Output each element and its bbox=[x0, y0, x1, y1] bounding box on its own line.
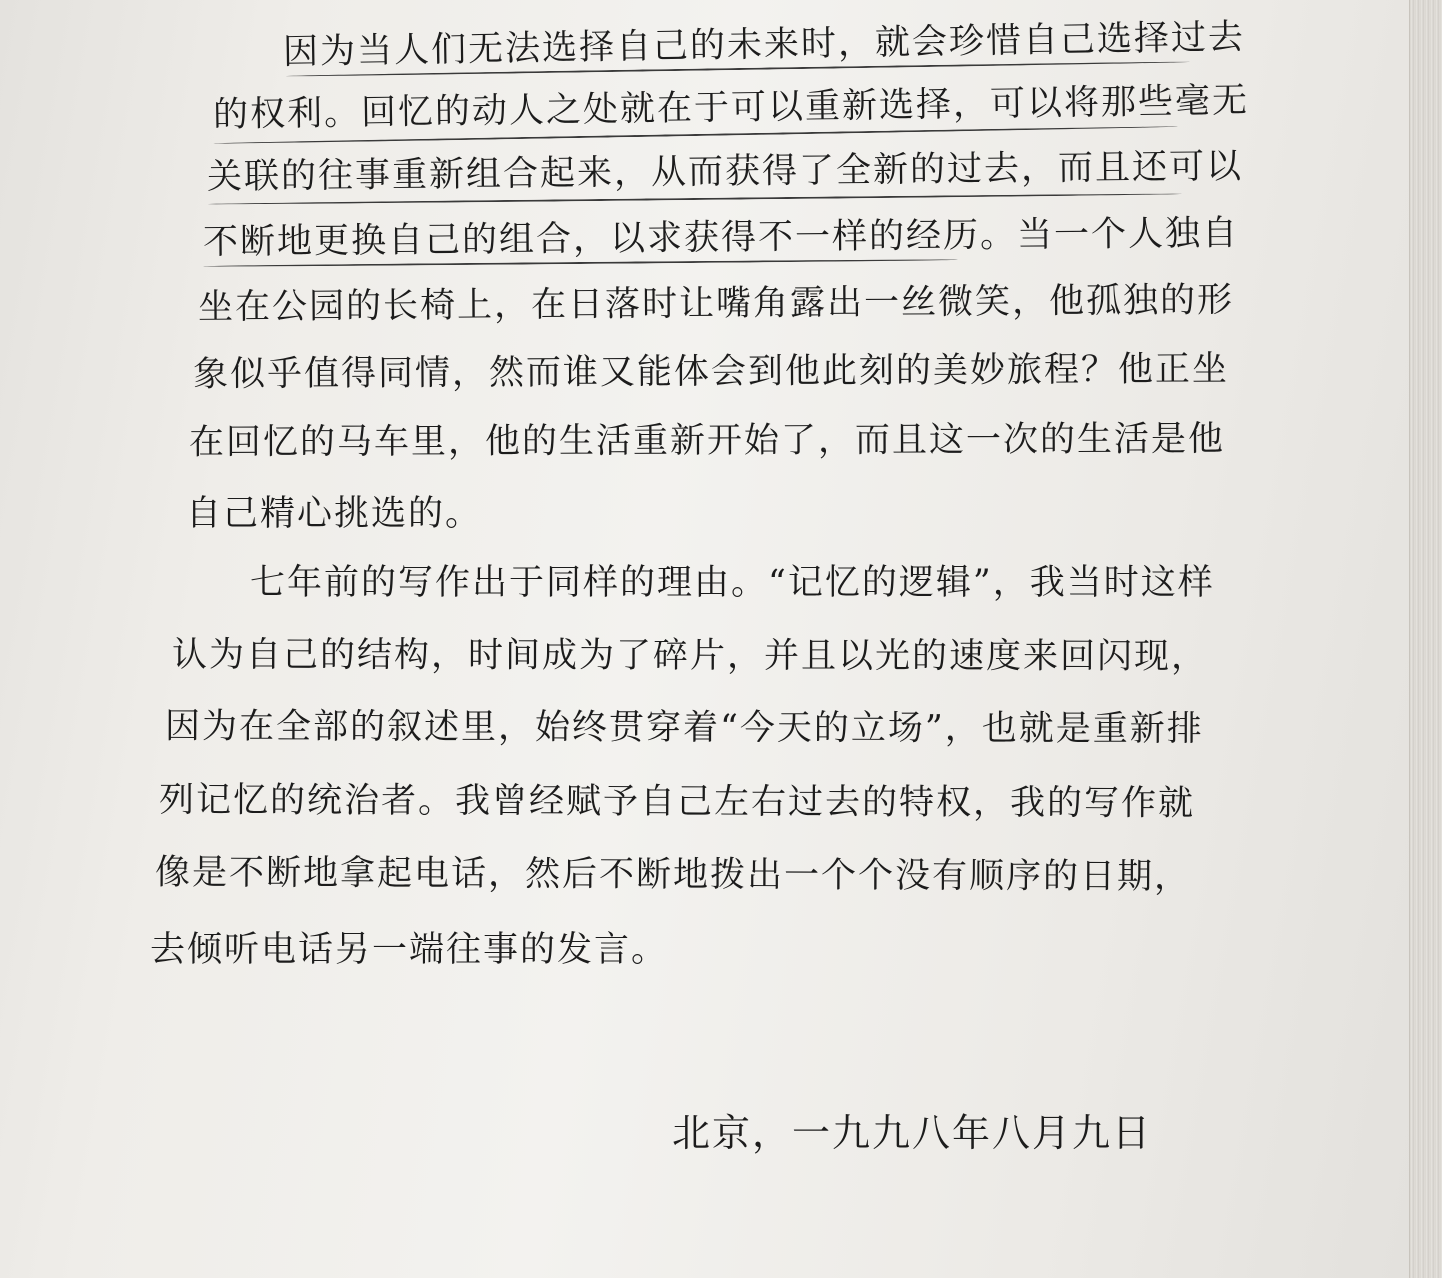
paragraph-1-line-1: 因为当人们无法选择自己的未来时，就会珍惜自己选择过去 bbox=[282, 17, 1246, 73]
paragraph-2-line-6: 去倾听电话另一端往事的发言。 bbox=[150, 930, 669, 970]
paragraph-2-line-1: 七年前的写作出于同样的理由。“记忆的逻辑”，我当时这样 bbox=[250, 563, 1215, 603]
book-page-edge bbox=[1409, 0, 1442, 1278]
paragraph-1-line-4: 不断地更换自己的组合，以求获得不一样的经历。当一个人独自 bbox=[202, 213, 1240, 263]
place-and-date: 北京，一九九八年八月九日 bbox=[672, 1111, 1153, 1155]
paragraph-1-line-5: 坐在公园的长椅上，在日落时让嘴角露出一丝微笑，他孤独的形 bbox=[197, 280, 1235, 328]
paragraph-2-line-4: 列记忆的统治者。我曾经赋予自己左右过去的特权，我的写作就 bbox=[158, 780, 1196, 824]
paragraph-1-line-3: 关联的往事重新组合起来，从而获得了全新的过去，而且还可以 bbox=[206, 146, 1244, 198]
paragraph-1-line-8: 自己精心挑选的。 bbox=[186, 494, 483, 534]
paragraph-2-line-5: 像是不断地拿起电话，然后不断地拨出一个个没有顺序的日期， bbox=[154, 852, 1192, 898]
paragraph-2-line-3: 因为在全部的叙述里，始终贯穿着“今天的立场”，也就是重新排 bbox=[164, 706, 1204, 750]
paragraph-1-line-6: 象似乎值得同情，然而谁又能体会到他此刻的美妙旅程？他正坐 bbox=[192, 349, 1230, 395]
paragraph-1-line-2: 的权利。回忆的动人之处就在于可以重新选择，可以将那些毫无 bbox=[212, 80, 1250, 136]
paragraph-2-line-2: 认为自己的结构，时间成为了碎片，并且以光的速度来回闪现， bbox=[171, 635, 1209, 677]
paragraph-1-line-7: 在回忆的马车里，他的生活重新开始了，而且这一次的生活是他 bbox=[188, 419, 1226, 463]
